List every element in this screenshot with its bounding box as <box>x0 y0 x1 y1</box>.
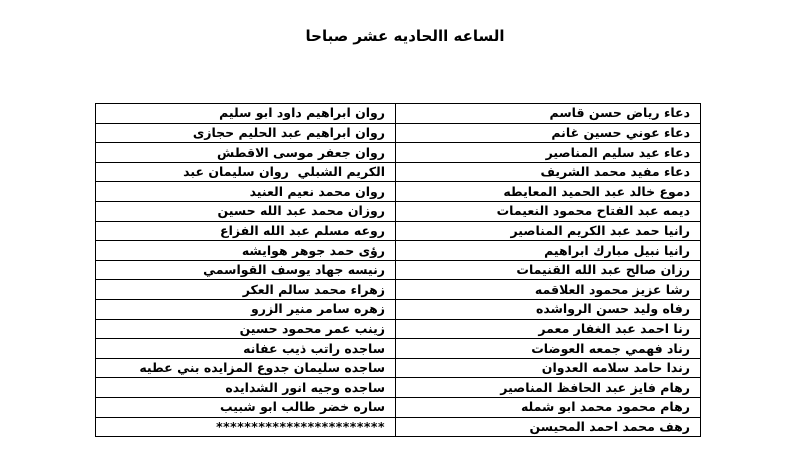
name-cell-left: ساجده سليمان جدوع المزايده بني عطيه <box>96 358 396 378</box>
table-row <box>96 339 701 359</box>
name-cell-right: رناد فهمي جمعه العوضات <box>396 339 701 359</box>
names-table <box>95 103 701 437</box>
page-title: الساعه االحاديه عشر صباحا <box>305 27 505 45</box>
name-cell-right: دعاء رياض حسن قاسم <box>396 104 701 124</box>
table-row <box>96 241 701 261</box>
table-row <box>96 319 701 339</box>
table-row <box>96 123 701 143</box>
table-row <box>96 358 701 378</box>
table-row <box>96 104 701 124</box>
name-cell-right: رهام محمود محمد ابو شمله <box>396 397 701 417</box>
table-row <box>96 260 701 280</box>
table-row <box>96 397 701 417</box>
name-cell-right: ديمه عبد الفتاح محمود النعيمات <box>396 201 701 221</box>
name-cell-left: زهراء محمد سالم العكر <box>96 280 396 300</box>
name-cell-left: زهره سامر منير الزرو <box>96 299 396 319</box>
name-cell-left: ساجده راتب ذيب عفانه <box>96 339 396 359</box>
name-cell-left: ساجده وجيه انور الشدايده <box>96 378 396 398</box>
name-cell-right: رزان صالح عبد الله القنيمات <box>396 260 701 280</box>
name-cell-right: رشا عزيز محمود العلاقمه <box>396 280 701 300</box>
name-cell-left: روان محمد نعيم العنيد <box>96 182 396 202</box>
table-row <box>96 378 701 398</box>
name-cell-right: رانيا حمد عبد الكريم المناصير <box>396 221 701 241</box>
name-cell-right: رندا حامد سلامه العدوان <box>396 358 701 378</box>
name-cell-right: رفاه وليد حسن الرواشده <box>396 299 701 319</box>
table-row <box>96 417 701 437</box>
name-cell-left: رنيسه جهاد يوسف القواسمي <box>96 260 396 280</box>
table-row <box>96 143 701 163</box>
separator-cell: ************************ <box>96 417 396 437</box>
name-cell-right: دعاء عيد سليم المناصير <box>396 143 701 163</box>
table-row <box>96 221 701 241</box>
table-row <box>96 280 701 300</box>
name-cell-right: رنا احمد عبد الغفار معمر <box>396 319 701 339</box>
name-cell-right: رهف محمد احمد المحيسن <box>396 417 701 437</box>
name-cell-left: زينب عمر محمود حسين <box>96 319 396 339</box>
name-cell-left: روان ابراهيم عبد الحليم حجازى <box>96 123 396 143</box>
name-cell-right: دعاء مفيد محمد الشريف <box>396 162 701 182</box>
name-cell-right: رهام فايز عبد الحافظ المناصير <box>396 378 701 398</box>
name-cell-left: روعه مسلم عبد الله الفزاع <box>96 221 396 241</box>
table-row <box>96 201 701 221</box>
name-cell-left: ساره خضر طالب ابو شبيب <box>96 397 396 417</box>
name-cell-right: دموع خالد عبد الحميد المعايطه <box>396 182 701 202</box>
table-row <box>96 182 701 202</box>
table-row <box>96 162 701 182</box>
name-cell-right: دعاء عوني حسين غانم <box>396 123 701 143</box>
name-cell-left: روزان محمد عبد الله حسين <box>96 201 396 221</box>
name-cell-left: روان ابراهيم داود ابو سليم <box>96 104 396 124</box>
name-cell-left: روان جعفر موسى الاقطش <box>96 143 396 163</box>
table-row <box>96 299 701 319</box>
name-cell-right: رانيا نبيل مبارك ابراهيم <box>396 241 701 261</box>
name-cell-left: رؤى حمد جوهر هوايشه <box>96 241 396 261</box>
name-cell-left: الكريم الشبلي روان سليمان عبد <box>96 162 396 182</box>
